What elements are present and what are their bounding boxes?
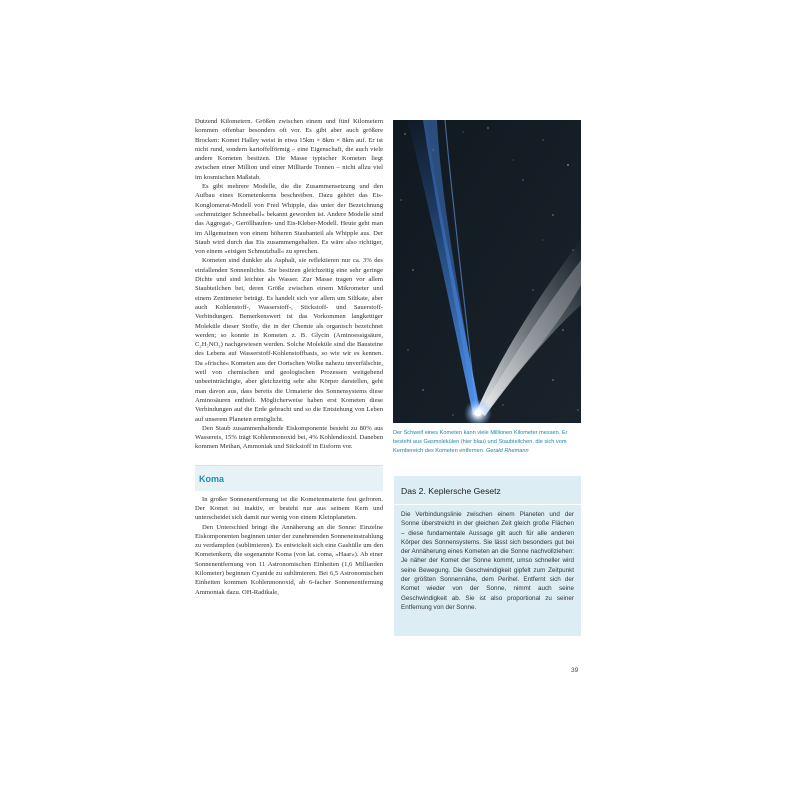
comet-photo (393, 120, 581, 423)
body-text-part1 (195, 117, 383, 452)
body-text-part2 (195, 495, 383, 597)
comet-illustration (393, 120, 581, 423)
paragraph: Dutzend Kilometern. Größen zwischen einem und fünf Kilometern kommen offenbar besonders oft vor. Es gibt aber auch größere Brocken: Komet Halley weist in etwa 15km × 8km × 8km auf. Er ist nicht rund, sondern kartoffelförmig – eine Eigenschaft, die auch viele andere Kometen besitzen. Die Masse typischer Kometen liegt zwischen einer Million und einer Milliarde Tonnen – nicht allzu viel im kosmischen Maßstab. (195, 118, 383, 181)
paragraph: Kometen sind dunkler als Asphalt, sie reflektieren nur ca. 3% des einfallenden Sonnenlichts. Sie besitzen gleichzeitig eine sehr geringe Dichte und sind leichter als Wasser. Zur Masse tragen vor allem Staubteilchen bei, deren Größe zwischen einem Mikrometer und einem Zentimeter beträgt. Es handelt sich vor allem um Silikate, aber auch Kohlenstoff-, Wasserstoff-, Stickstoff- und Sauerstoff-Verbindungen. Bemerkenswert ist das Vorkommen langkettiger Moleküle dieser Stoffe, die in der Chemie als organisch bezeichnet werden; so konnte in Kometen z. B. Glycin (Aminoessigsäure, C₂H₅NO₂) nachgewiesen werden. Solche Moleküle sind die Bausteine des Lebens auf Wasserstoff-Kohlenstoffbasis, so wie wir es kennen. Da »frische« Kometen aus der Oortschen Wolke nahezu unverfälschte, weil von chemischen und geologischen Prozessen weitgehend unbeeinträchtigte, aber gleichzeitig sehr alte Körper darstellen, geht man davon aus, dass bereits die Urmaterie des Sonnensystems diese Aminosäuren enthielt. Möglicherweise haben erst Kometen diese Verbindungen auf die Erde gebracht und so die Entstehung von Leben auf unserem Planeten ermöglicht. (195, 257, 383, 423)
section-heading: Koma (199, 473, 225, 484)
info-box-title: Das 2. Keplersche Gesetz (401, 486, 501, 496)
caption-text: Der Schweif eines Kometen kann viele Millionen Kilometer messen. Er besteht aus Gasmolekülen (hier blau) und Staubteilchen, die sich vom Kernbereich des Kometen entfernen. (393, 430, 568, 454)
photo-credit: Gerald Rhemann (486, 448, 529, 454)
section-heading-bar (195, 465, 383, 491)
left-text-column (195, 117, 383, 597)
info-box (394, 476, 581, 636)
page-number: 39 (571, 667, 579, 674)
photo-caption (393, 429, 583, 456)
info-box-divider (394, 504, 581, 505)
paragraph: Den Staub zusammenhaltende Eiskomponente besteht zu 80% aus Wassereis, 15% trägt Kohlenmonoxid bei, 4% Kohlendioxid. Daneben kommen Methan, Ammoniak und Stickstoff in Eisform vor. (195, 424, 383, 451)
info-box-text: Die Verbindungslinie zwischen einem Planeten und der Sonne überstreicht in der gleichen Zeit gleich große Flächen – diese fundamentale Aussage gilt auch für alle anderen Körper des Sonnensystems. Sie lässt sich besonders gut bei der Annäherung eines Kometen an die Sonne nachvollziehen: Je näher der Komet der Sonne kommt, umso schneller wird seine Bewegung. Die Geschwindigkeit gipfelt zum Zeitpunkt der größten Sonnennähe, dem Perihel. Entfernt sich der Komet wieder von der Sonne, nimmt auch seine Geschwindigkeit ab. Sie ist also proportional zu seiner Entfernung von der Sonne. (401, 511, 574, 611)
paragraph: Den Unterschied bringt die Annäherung an die Sonne: Einzelne Eiskomponenten beginnen unter der zunehmenden Sonneneinstrahlung zu verdampfen (sublimieren). Es entwickelt sich eine Gashülle um den Kometenkern, die sogenannte Koma (von lat. coma, »Haar«). Ab einer Sonnenentfernung von 11 Astronomischen Einheiten (1,6 Milliarden Kilometer) beginnen Cyanide zu sublimieren. Bei 6,5 Astronomischen Einheiten kommen Kohlenmonoxid, ab 6-facher Sonnenentfernung Ammoniak dazu. OH-Radikale, (195, 523, 383, 596)
paragraph: Es gibt mehrere Modelle, die die Zusammensetzung und den Aufbau eines Kometenkerns beschreiben. Dazu gehört das Eis-Konglomerat-Modell von Fred Whipple, das unter der Bezeichnung »schmutziger Schneeball« bekannt geworden ist. Andere Modelle sind das Aggregat-, Geröllhaufen- und Eis-Kleber-Modell. Heute geht man im Allgemeinen von einem höheren Staubanteil als Whipple aus. Der Staub wird durch das Eis zusammengehalten. Es wäre also richtiger, von einem »eisigen Schmutzball« zu sprechen. (195, 183, 383, 256)
paragraph: In großer Sonnenentfernung ist die Kometenmaterie fest gefroren. Der Komet ist inaktiv, er besteht nur aus seinem Kern und unterscheidet sich damit nur wenig von einem Kleinplaneten. (195, 495, 383, 522)
